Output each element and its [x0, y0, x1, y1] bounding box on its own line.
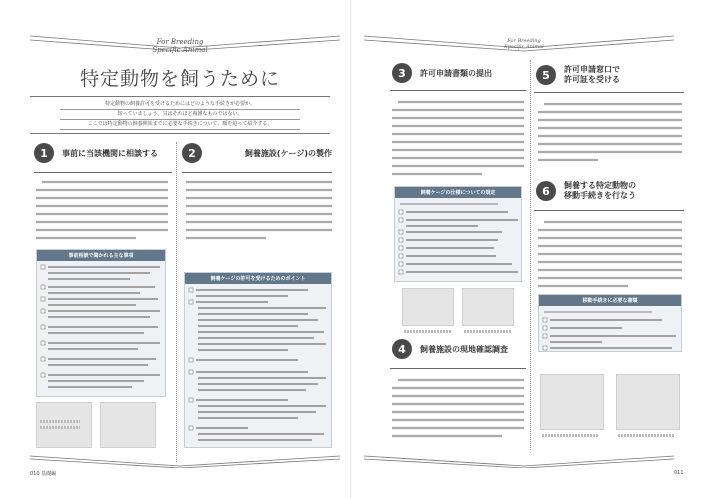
left-page: [0, 0, 351, 498]
page-folio: 010 基礎編: [30, 471, 57, 477]
photo-caption: [618, 434, 674, 437]
section-title: 飼養する特定動物の 移動手続きを行なう: [564, 181, 636, 200]
section-6-body: [538, 216, 682, 288]
section-number: 5: [536, 65, 556, 85]
footer-band: [30, 454, 340, 468]
photo-placeholder: [616, 374, 680, 430]
page-folio: 011: [674, 470, 684, 476]
panel-title: 飼養ケージの仕様についての規定: [395, 187, 521, 198]
section-1-body: [36, 176, 168, 256]
section-4-body: [392, 374, 524, 444]
panel-title: 事前相談で聞かれる主な事項: [37, 250, 165, 261]
section-1-heading: [34, 142, 174, 164]
header-english-title: For Breeding Specific Animal: [504, 38, 544, 50]
section-5-body: [538, 98, 682, 162]
photo-placeholder: [462, 288, 514, 326]
body-text-lines: [392, 96, 524, 178]
body-text-lines: [392, 374, 524, 444]
section-divider: [390, 90, 526, 91]
section-2-heading: [182, 142, 332, 164]
section-title: 許可申請窓口で 許可証を受ける: [564, 65, 620, 84]
section-2-body: [186, 176, 332, 256]
panel-list: [188, 286, 330, 448]
section-divider: [534, 210, 684, 211]
section-3-heading: [392, 62, 522, 84]
footer-band: [364, 454, 674, 468]
body-text-lines: [186, 176, 332, 256]
header-english-title: For Breeding Specific Animal: [152, 38, 208, 54]
section-title: 許可申請書類の提出: [420, 68, 492, 78]
cage-spec-panel: [394, 186, 522, 282]
section-number: 1: [34, 143, 54, 163]
section-number: 2: [182, 143, 202, 163]
consultation-panel: [36, 249, 166, 397]
section-title: 飼養施設の現地確認調査: [420, 344, 508, 354]
body-text-lines: [36, 176, 168, 256]
photo-caption: [542, 434, 598, 437]
photo-caption: [40, 426, 80, 429]
panel-list: [542, 308, 680, 354]
transfer-docs-panel: [538, 294, 682, 352]
title-rule: [30, 96, 330, 97]
photo-placeholder: [36, 402, 92, 448]
body-text-lines: [538, 98, 682, 162]
section-number: 6: [536, 181, 556, 201]
photo-placeholder: [402, 288, 454, 326]
panel-list: [398, 200, 520, 284]
section-5-heading: [536, 62, 676, 88]
photo-placeholder: [540, 374, 604, 430]
body-text-lines: [538, 216, 682, 288]
right-page: [352, 0, 703, 498]
section-6-heading: [536, 178, 682, 204]
section-divider: [182, 172, 332, 173]
panel-title: 飼養ケージの許可を受けるためのポイント: [185, 273, 331, 284]
photo-caption: [40, 420, 80, 423]
section-3-body: [392, 96, 524, 178]
page-title: 特定動物を飼うために: [79, 68, 280, 90]
section-4-heading: [392, 338, 526, 360]
section-title: 事前に当該機関に相談する: [62, 148, 158, 158]
photo-caption: [464, 330, 512, 333]
intro-rule: [30, 133, 330, 134]
photo-caption: [404, 330, 452, 333]
column-divider: [530, 60, 531, 450]
section-number: 3: [392, 63, 412, 83]
panel-list: [40, 263, 164, 398]
photo-placeholder: [100, 402, 156, 448]
panel-title: 移動手続きに必要な書類: [539, 295, 681, 306]
column-divider: [176, 142, 177, 462]
section-title: 飼養施設(ケージ)の製作: [244, 148, 332, 158]
cage-points-panel: [184, 272, 332, 448]
section-number: 4: [392, 339, 412, 359]
section-divider: [390, 368, 526, 369]
section-divider: [534, 92, 684, 93]
intro-text: 特定動物の飼養許可を受けるためにはどのような手続きが必要か。 知っていましょう。気はそれほど複雑なものではない。 ここでは特定動物の飼養開始までに必要な手続きについて、順を追って紹介する。: [60, 100, 300, 130]
section-divider: [34, 172, 172, 173]
